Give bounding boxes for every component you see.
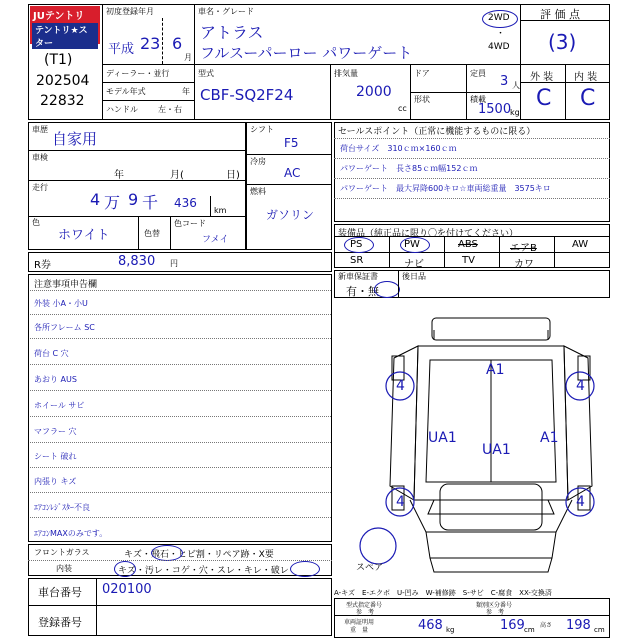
note-10: ｴｱｺﾝMAXのみです。 xyxy=(34,529,108,538)
displacement-value: 2000 xyxy=(356,84,392,100)
recycle-label: R券 xyxy=(34,260,51,271)
color-code: フメイ xyxy=(202,235,229,245)
registration-label: 登録番号 xyxy=(38,616,82,629)
handle-value: 左・右 xyxy=(158,105,182,114)
car-type-label: 車歴 xyxy=(32,125,48,134)
mileage-u1: 万 xyxy=(104,193,121,212)
logo xyxy=(30,6,100,49)
sales-point-1: 荷台サイズ 310ｃｍ×160ｃｍ xyxy=(340,144,457,153)
model-value: CBF-SQ2F24 xyxy=(200,86,294,104)
fuel-label: 燃料 xyxy=(250,187,266,196)
load-label: 積載 xyxy=(470,95,486,104)
rating-int: C xyxy=(580,86,596,111)
windshield-label: フロントガラス xyxy=(34,548,90,557)
windshield-options: キズ・飛石・ヒビ割・リペア跡・X要 xyxy=(124,550,274,560)
sales-point-2: パワーゲート 長さ85ｃｍ幅152ｃｍ xyxy=(340,164,478,173)
note-2: 各所フレーム SC xyxy=(34,323,95,332)
damage-diagram xyxy=(334,300,610,584)
capacity-label: 定員 xyxy=(470,69,486,78)
logo-line1: JUテントリ xyxy=(33,11,85,22)
equip-sr: SR xyxy=(350,255,364,266)
type-label: 型式指定番号 xyxy=(346,602,383,609)
fuel-value: ガソリン xyxy=(266,208,315,222)
mileage-v3: 436 xyxy=(174,196,197,210)
car-name: アトラス xyxy=(200,23,264,42)
displacement-label: 排気量 xyxy=(334,69,358,78)
interior-label: 内装 xyxy=(56,564,72,573)
shift-value: F5 xyxy=(284,136,299,150)
color-change-label: 色替 xyxy=(144,229,160,238)
drive-dot: ・ xyxy=(496,29,506,39)
spare-label: スペア xyxy=(356,563,384,573)
note-9: ｴｱｺﾝﾚｼﾞｽﾀｰ不良 xyxy=(34,503,90,512)
note-6: マフラー 穴 xyxy=(34,427,77,436)
mileage-v2: 9 xyxy=(128,190,139,209)
rating-label: 評 価 点 xyxy=(540,8,580,21)
note-7: シート 破れ xyxy=(34,452,77,461)
recycle-value: 8,830 xyxy=(118,254,156,269)
cab-front xyxy=(426,532,556,558)
sales-point-3: パワーゲート 最大昇降600キロ☆車両総重量 3575キロ xyxy=(340,184,551,193)
first-reg-era: 平成 xyxy=(108,42,135,57)
mark-ua1-left: UA1 xyxy=(428,430,457,446)
shape-label: 形状 xyxy=(414,95,430,104)
damage-legend: A-キズ E-エクボ U-凹み W-補修跡 S-サビ C-腐食 XX-交換済 xyxy=(334,589,552,597)
note-4: あおり AUS xyxy=(34,375,77,384)
shift-label: シフト xyxy=(250,125,274,134)
equip-navi: ナビ xyxy=(404,259,424,270)
car-name-label: 車名・グレード xyxy=(198,7,254,16)
interior-options: キズ・汚レ・コゲ・穴・スレ・キレ・破レ xyxy=(118,566,289,576)
inspection-day: 日) xyxy=(226,170,240,181)
mark-4-rr: 4 xyxy=(576,378,585,394)
weight-1: 468 xyxy=(418,618,443,633)
dealer-label: ディーラー・並行 xyxy=(106,69,170,78)
recycle-unit: 円 xyxy=(170,259,178,268)
note-8: 内張り キズ xyxy=(34,477,77,486)
first-reg-month-unit: 月 xyxy=(184,53,192,62)
weight-label: 車両証明用 xyxy=(344,619,375,626)
first-reg-month: 6 xyxy=(172,34,183,53)
model-year-unit: 年 xyxy=(182,87,190,96)
capacity-value: 3 xyxy=(500,74,509,89)
mark-a1-right: A1 xyxy=(540,430,559,446)
drive-2wd: 2WD xyxy=(488,13,510,23)
note-3: 荷台 C 穴 xyxy=(34,349,69,358)
recycle-block xyxy=(28,252,332,272)
logo-line2: テントリ★スター xyxy=(32,23,98,49)
car-grade: フルスーパーロー パワーゲート xyxy=(200,44,413,62)
height-label: 高さ xyxy=(540,622,553,629)
chassis-label: 車台番号 xyxy=(38,586,82,599)
first-reg-year: 23 xyxy=(140,34,161,53)
equip-aw: AW xyxy=(572,239,589,250)
weight-1-unit: kg xyxy=(446,626,455,634)
color-value: ホワイト xyxy=(58,228,110,243)
sales-points-title: セールスポイント（正常に機能するものに限る） xyxy=(338,127,536,137)
mark-ua1-center: UA1 xyxy=(482,442,511,458)
load-unit: kg xyxy=(510,108,520,117)
inspection-month: 月( xyxy=(170,170,184,181)
equip-leather: カワ xyxy=(514,259,534,270)
rating-score: (3) xyxy=(548,30,577,54)
displacement-unit: cc xyxy=(398,104,407,113)
lot-number: 22832 xyxy=(40,93,85,109)
rating-int-label: 内 装 xyxy=(574,72,598,83)
model-label: 型式 xyxy=(198,69,214,78)
ac-label: 冷房 xyxy=(250,157,266,166)
equipment-title: 装備品（純正品に限り〇を付けてください） xyxy=(338,229,519,239)
weight-3-unit: cm xyxy=(594,626,605,634)
inspection-label: 車検 xyxy=(32,153,48,162)
notes-title: 注意事項申告欄 xyxy=(34,280,98,290)
chassis-value: 020100 xyxy=(102,582,152,597)
mileage-u2: 千 xyxy=(142,193,159,212)
model-year-label: モデル年式 xyxy=(106,87,146,96)
equip-tv: TV xyxy=(462,255,475,266)
new-cert-label: 新車保証書 xyxy=(338,272,378,281)
lot-date: 202504 xyxy=(36,73,90,89)
note-5: ホイール サビ xyxy=(34,401,85,410)
color-code-label: 色コード xyxy=(174,219,206,228)
after-label: 後日品 xyxy=(402,272,426,281)
mileage-v1: 4 xyxy=(90,190,101,209)
mileage-unit: km xyxy=(214,206,227,215)
drive-4wd: 4WD xyxy=(488,42,510,52)
doors-label: ドア xyxy=(414,69,430,78)
equip-airbag: エアB xyxy=(510,243,537,254)
equip-ps: PS xyxy=(350,239,363,250)
weight-3: 198 xyxy=(566,618,591,633)
class-label: 類別区分番号 xyxy=(476,602,513,609)
type-ref: 参 考 xyxy=(356,609,375,616)
mark-4-fr: 4 xyxy=(576,494,585,510)
car-type-value: 自家用 xyxy=(52,130,98,148)
color-label: 色 xyxy=(32,218,40,227)
load-value: 1500 xyxy=(478,102,512,117)
mark-4-rl: 4 xyxy=(396,378,405,394)
weight-2: 169 xyxy=(500,618,525,633)
note-1: 外装 小A・小U xyxy=(34,299,88,308)
cab-roof xyxy=(440,484,542,530)
equip-abs: ABS xyxy=(458,239,478,250)
inspection-year: 年 xyxy=(114,170,124,181)
first-reg-label: 初度登録年月 xyxy=(106,7,154,16)
capacity-unit: 人 xyxy=(512,81,520,90)
bed-rear-outline xyxy=(432,318,550,340)
class-ref: 参 考 xyxy=(486,609,505,616)
lot-code: (T1) xyxy=(44,52,73,68)
weight-2-unit: cm xyxy=(524,626,535,634)
rating-ext: C xyxy=(536,86,552,111)
mark-a1-top: A1 xyxy=(486,362,505,378)
ac-value: AC xyxy=(284,166,301,180)
rating-ext-label: 外 装 xyxy=(530,72,554,83)
weight-sub: 重 量 xyxy=(350,627,369,634)
mark-4-fl: 4 xyxy=(396,494,405,510)
mileage-label: 走行 xyxy=(32,183,48,192)
new-cert-value: 有・無 xyxy=(346,285,379,298)
handle-label: ハンドル xyxy=(106,105,138,114)
equip-pw: PW xyxy=(404,239,420,250)
